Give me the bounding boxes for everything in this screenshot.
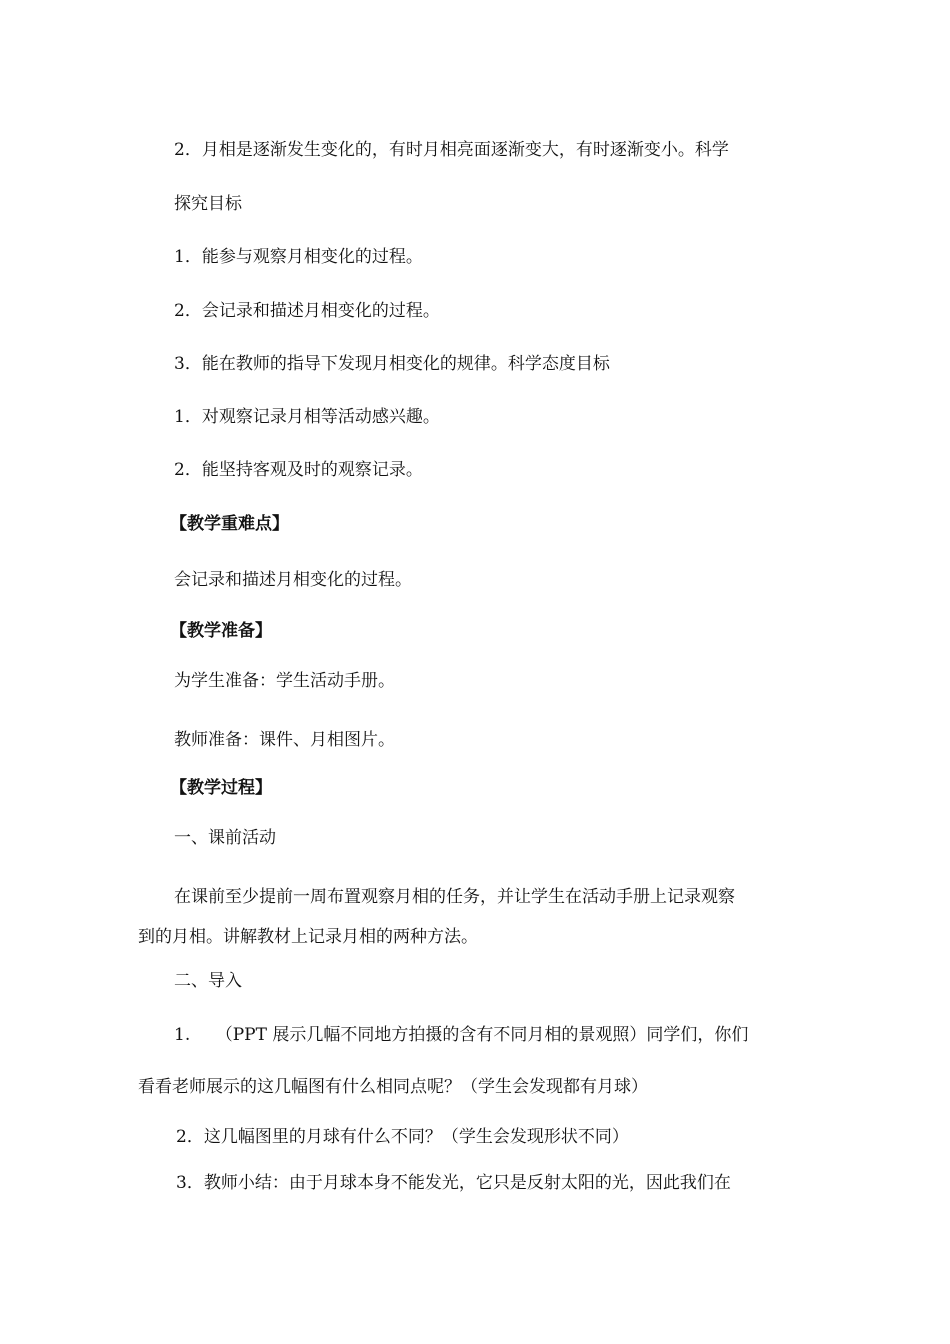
text-line-7: 2．能坚持客观及时的观察记录。 [174, 460, 423, 480]
text-line-15: 在课前至少提前一周布置观察月相的任务，并让学生在活动手册上记录观察 [174, 887, 735, 907]
section-heading-preparation: 【教学准备】 [170, 621, 272, 641]
text-line-16: 到的月相。讲解教材上记录月相的两种方法。 [138, 927, 478, 947]
section-heading-key-points: 【教学重难点】 [170, 514, 289, 534]
text-line-19: 看看老师展示的这几幅图有什么相同点呢？（学生会发现都有月球） [138, 1077, 648, 1097]
text-line-17: 二、导入 [174, 971, 242, 991]
text-line-20: 2．这几幅图里的月球有什么不同？（学生会发现形状不同） [176, 1127, 629, 1147]
text-line-6: 1．对观察记录月相等活动感兴趣。 [174, 407, 440, 427]
text-line-2: 探究目标 [174, 194, 242, 214]
text-line-5: 3．能在教师的指导下发现月相变化的规律。科学态度目标 [174, 354, 610, 374]
text-line-9: 会记录和描述月相变化的过程。 [174, 570, 412, 590]
text-line-11: 为学生准备：学生活动手册。 [174, 671, 395, 691]
text-line-1: 2．月相是逐渐发生变化的，有时月相亮面逐渐变大，有时逐渐变小。科学 [174, 140, 729, 160]
text-line-12: 教师准备：课件、月相图片。 [174, 730, 395, 750]
text-line-3: 1．能参与观察月相变化的过程。 [174, 247, 423, 267]
text-line-21: 3．教师小结：由于月球本身不能发光，它只是反射太阳的光，因此我们在 [176, 1173, 731, 1193]
text-line-4: 2．会记录和描述月相变化的过程。 [174, 301, 440, 321]
text-line-18: 1. （PPT 展示几幅不同地方拍摄的含有不同月相的景观照）同学们，你们 [174, 1025, 749, 1045]
text-line-14: 一、课前活动 [174, 828, 276, 848]
section-heading-process: 【教学过程】 [170, 778, 272, 798]
